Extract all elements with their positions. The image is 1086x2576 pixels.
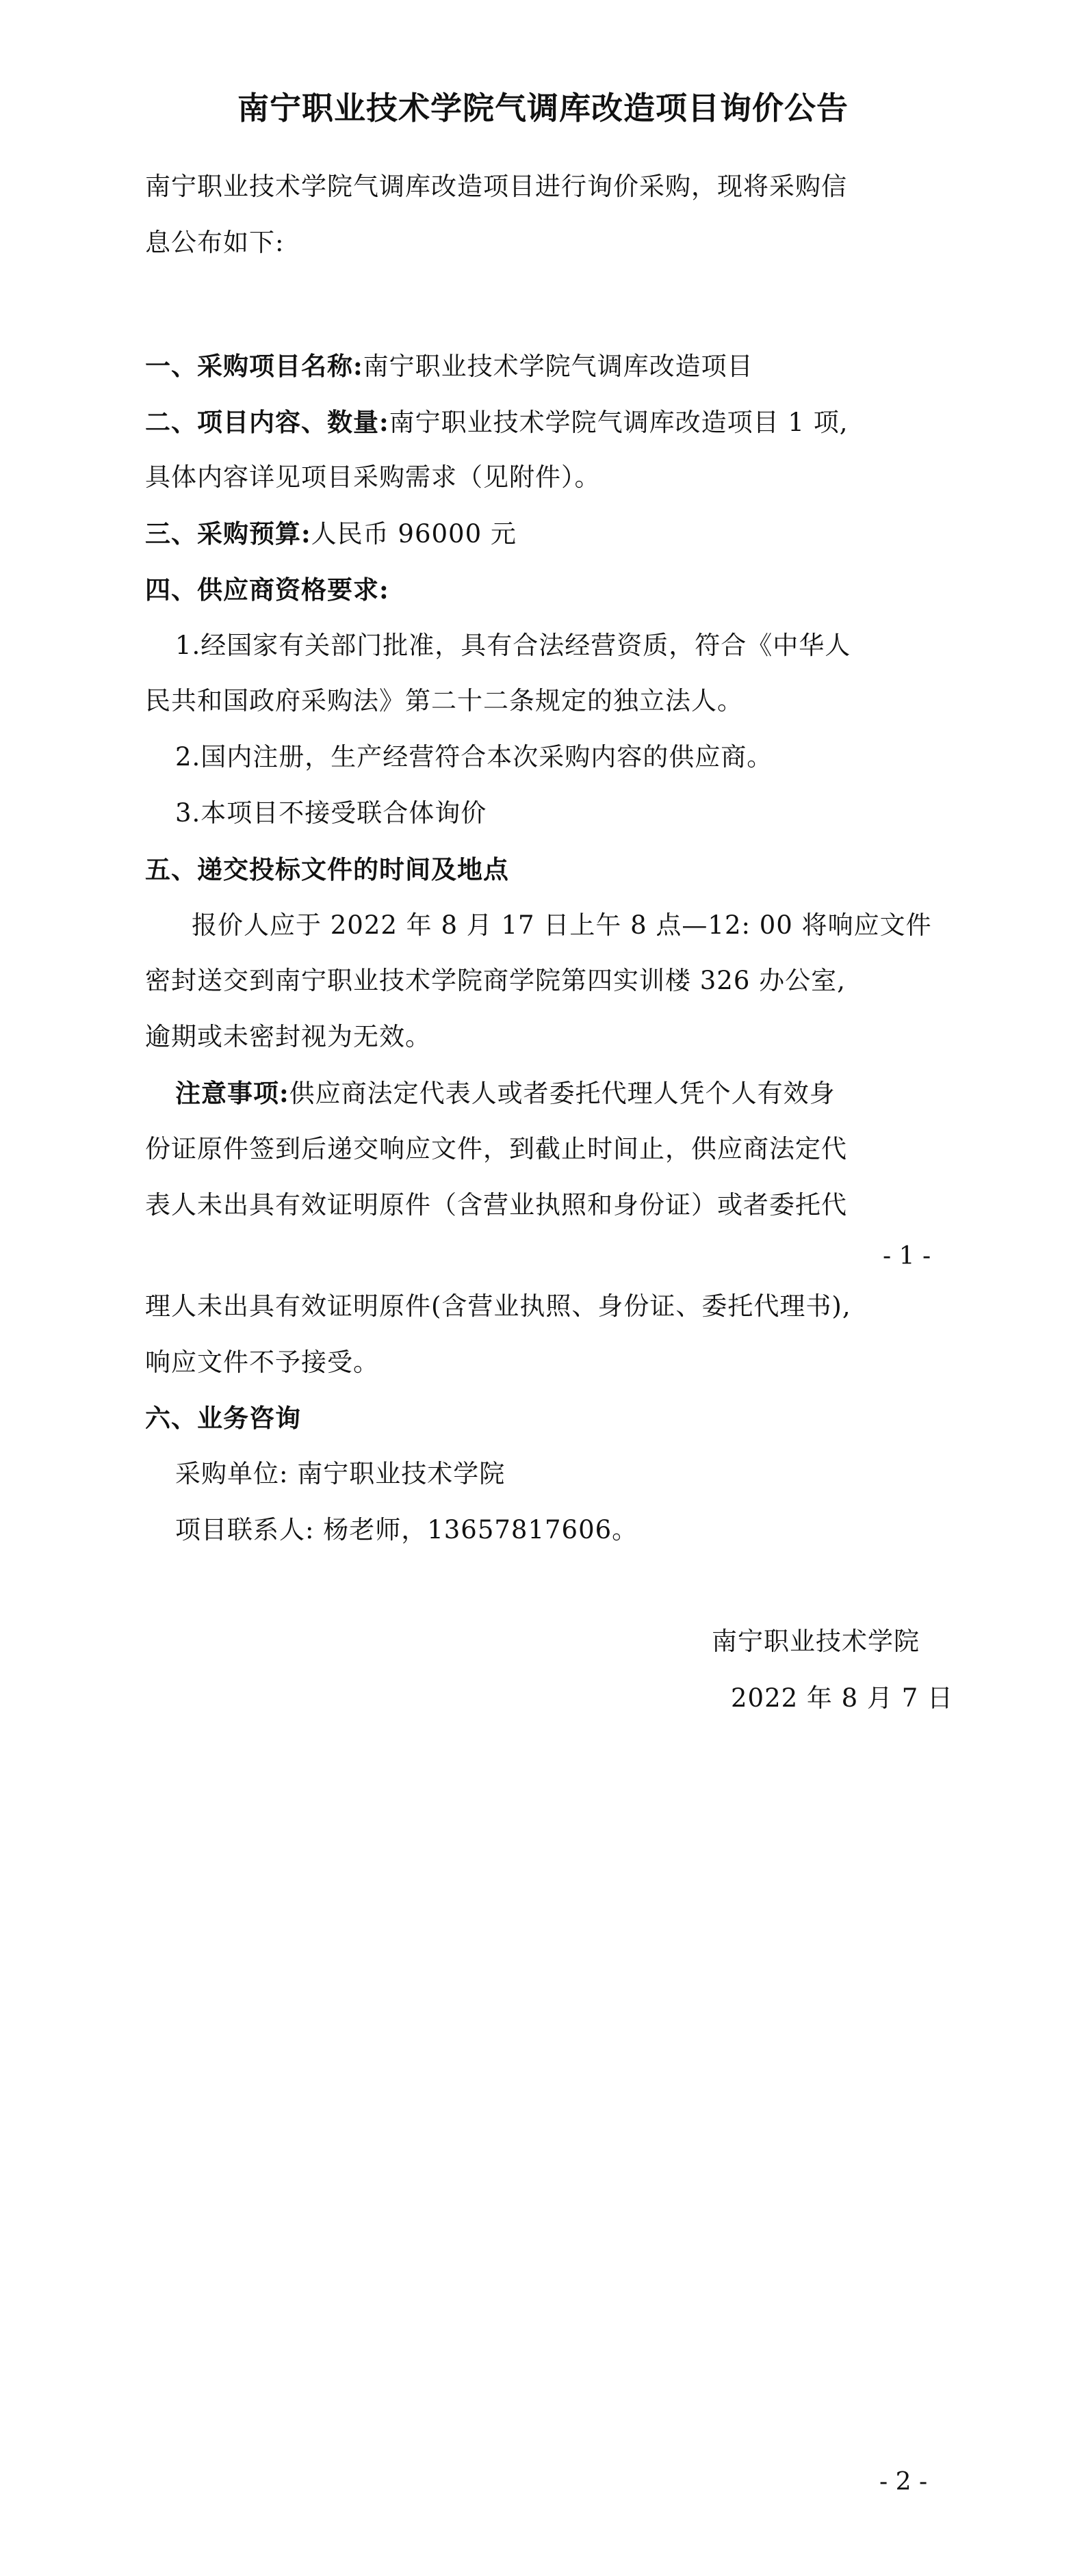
section-1-value: 南宁职业技术学院气调库改造项目: [363, 352, 753, 381]
note-label: 注意事项:: [175, 1078, 289, 1108]
section-6-label: 六、业务咨询: [145, 1403, 301, 1433]
section-2: [145, 405, 849, 440]
section-5-note-line-1: [175, 1076, 836, 1111]
section-4-item-1-line-1: 1.经国家有关部门批准，具有合法经营资质，符合《中华人: [175, 631, 851, 660]
section-3-value: 人民币 96000 元: [311, 519, 517, 549]
section-2-value: 南宁职业技术学院气调库改造项目 1 项,: [389, 408, 849, 437]
signature-date: 2022 年 8 月 7 日: [731, 1683, 954, 1713]
signature-org: 南宁职业技术学院: [712, 1627, 920, 1656]
intro-line-1: 南宁职业技术学院气调库改造项目进行询价采购，现将采购信: [145, 172, 847, 201]
section-1-label: 一、采购项目名称:: [145, 351, 363, 381]
section-2-line-2: 具体内容详见项目采购需求（见附件）。: [145, 462, 601, 492]
note-text: 供应商法定代表人或者委托代理人凭个人有效身: [289, 1079, 836, 1108]
section-6-contact: 项目联系人: 杨老师，13657817606。: [175, 1515, 638, 1545]
page-number-2: - 2 -: [879, 2468, 928, 2496]
section-5-para-line-1: 报价人应于 2022 年 8 月 17 日上午 8 点—12: 00 将响应文件: [192, 910, 932, 940]
section-4-label: 四、供应商资格要求:: [145, 575, 389, 605]
page-title: 南宁职业技术学院气调库改造项目询价公告: [237, 90, 849, 127]
section-5-note-line-2: 份证原件签到后递交响应文件，到截止时间止，供应商法定代: [145, 1134, 847, 1164]
section-5-para-line-2: 密封送交到南宁职业技术学院商学院第四实训楼 326 办公室,: [145, 966, 846, 995]
section-2-label: 二、项目内容、数量:: [145, 407, 389, 437]
section-3: [145, 516, 517, 551]
section-4-item-3: 3.本项目不接受联合体询价: [175, 798, 487, 828]
section-5-note-line-3: 表人未出具有效证明原件（含营业执照和身份证）或者委托代: [145, 1190, 847, 1220]
section-5-note-line-4: 理人未出具有效证明原件(含营业执照、身份证、委托代理书),: [145, 1291, 851, 1321]
section-4-item-2: 2.国内注册，生产经营符合本次采购内容的供应商。: [175, 742, 773, 772]
section-3-label: 三、采购预算:: [145, 518, 311, 549]
section-1: [145, 349, 753, 384]
section-5-note-line-5: 响应文件不予接受。: [145, 1348, 379, 1377]
intro-line-2: 息公布如下:: [145, 228, 285, 257]
section-5-label: 五、递交投标文件的时间及地点: [145, 854, 509, 884]
page-number-1: - 1 -: [883, 1242, 931, 1270]
section-6-unit: 采购单位: 南宁职业技术学院: [175, 1459, 506, 1488]
section-4-item-1-line-2: 民共和国政府采购法》第二十二条规定的独立法人。: [145, 686, 743, 715]
section-5-para-line-3: 逾期或未密封视为无效。: [145, 1022, 431, 1051]
